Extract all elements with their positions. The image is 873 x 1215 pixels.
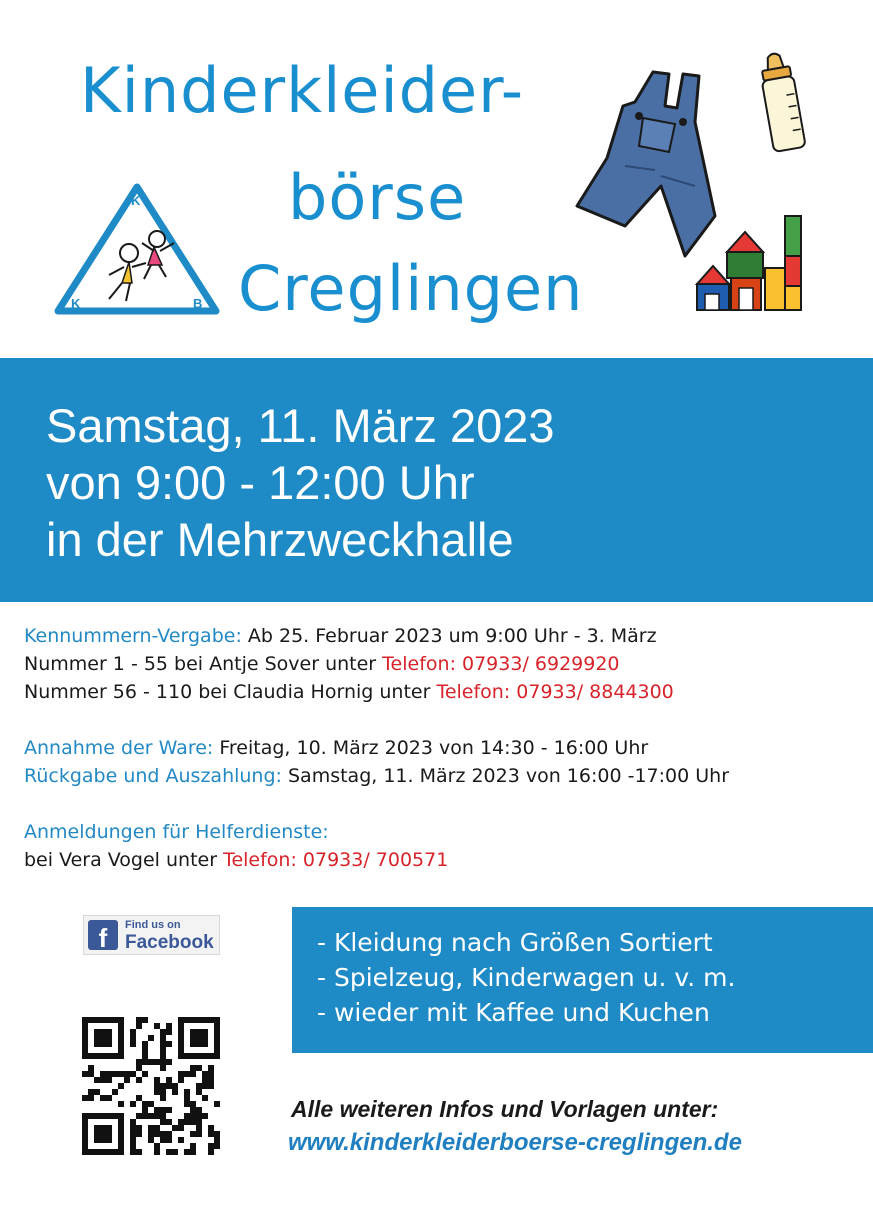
feature-item-2: - Spielzeug, Kinderwagen u. v. m.: [317, 963, 736, 992]
banner-time: von 9:00 - 12:00 Uhr: [46, 456, 475, 509]
rueckgabe-line: [24, 765, 729, 787]
anmeldung-label: Anmeldungen für Helferdienste:: [24, 821, 329, 843]
anmeldung-text: bei Vera Vogel unter: [24, 849, 224, 871]
kennnummern-line: [24, 625, 657, 647]
baby-bottle-illustration: [752, 52, 812, 156]
nummer1-line: [24, 653, 620, 675]
logo-letter-left: K: [71, 296, 81, 311]
nummer2-phone: Telefon: 07933/ 8844300: [436, 681, 674, 703]
annahme-line: [24, 737, 648, 759]
feature-item-3: - wieder mit Kaffee und Kuchen: [317, 998, 710, 1027]
title-line-2: börse: [288, 161, 467, 234]
nummer2-line: [24, 681, 674, 703]
anmeldung-line: [24, 849, 448, 871]
anmeldung-heading: [24, 821, 329, 843]
nummer1-text: Nummer 1 - 55 bei Antje Sover unter: [24, 653, 383, 675]
kennnummern-text: Ab 25. Februar 2023 um 9:00 Uhr - 3. März: [241, 625, 657, 647]
facebook-badge[interactable]: [83, 915, 220, 955]
rueckgabe-label: Rückgabe und Auszahlung:: [24, 765, 282, 787]
anmeldung-phone: Telefon: 07933/ 700571: [223, 849, 449, 871]
facebook-big-text: Facebook: [125, 932, 214, 953]
kennnummern-label: Kennummern-Vergabe:: [24, 625, 242, 647]
feature-item-1: - Kleidung nach Größen Sortiert: [317, 928, 713, 957]
rueckgabe-text: Samstag, 11. März 2023 von 16:00 -17:00 Uhr: [281, 765, 730, 787]
features-box: [292, 907, 873, 1053]
facebook-icon: f: [88, 920, 118, 950]
website-link[interactable]: www.kinderkleiderboerse-creglingen.de: [288, 1129, 742, 1156]
banner-date: Samstag, 11. März 2023: [46, 399, 555, 452]
nummer2-text: Nummer 56 - 110 bei Claudia Hornig unter: [24, 681, 437, 703]
nummer1-phone: Telefon: 07933/ 6929920: [382, 653, 620, 675]
title-line-3: Creglingen: [238, 252, 584, 325]
annahme-text: Freitag, 10. März 2023 von 14:30 - 16:00 Uhr: [213, 737, 649, 759]
facebook-small-text: Find us on: [125, 919, 181, 931]
toy-blocks-illustration: [693, 212, 805, 314]
logo-letter-right: B: [193, 296, 203, 311]
qr-code[interactable]: [82, 1017, 220, 1155]
banner-location: in der Mehrzweckhalle: [46, 513, 514, 566]
title-line-1: Kinderkleider-: [80, 54, 525, 127]
date-banner: [0, 358, 873, 602]
more-info-text: Alle weiteren Infos und Vorlagen unter:: [291, 1096, 719, 1122]
annahme-label: Annahme der Ware:: [24, 737, 214, 759]
logo-letter-top: K: [131, 193, 141, 208]
